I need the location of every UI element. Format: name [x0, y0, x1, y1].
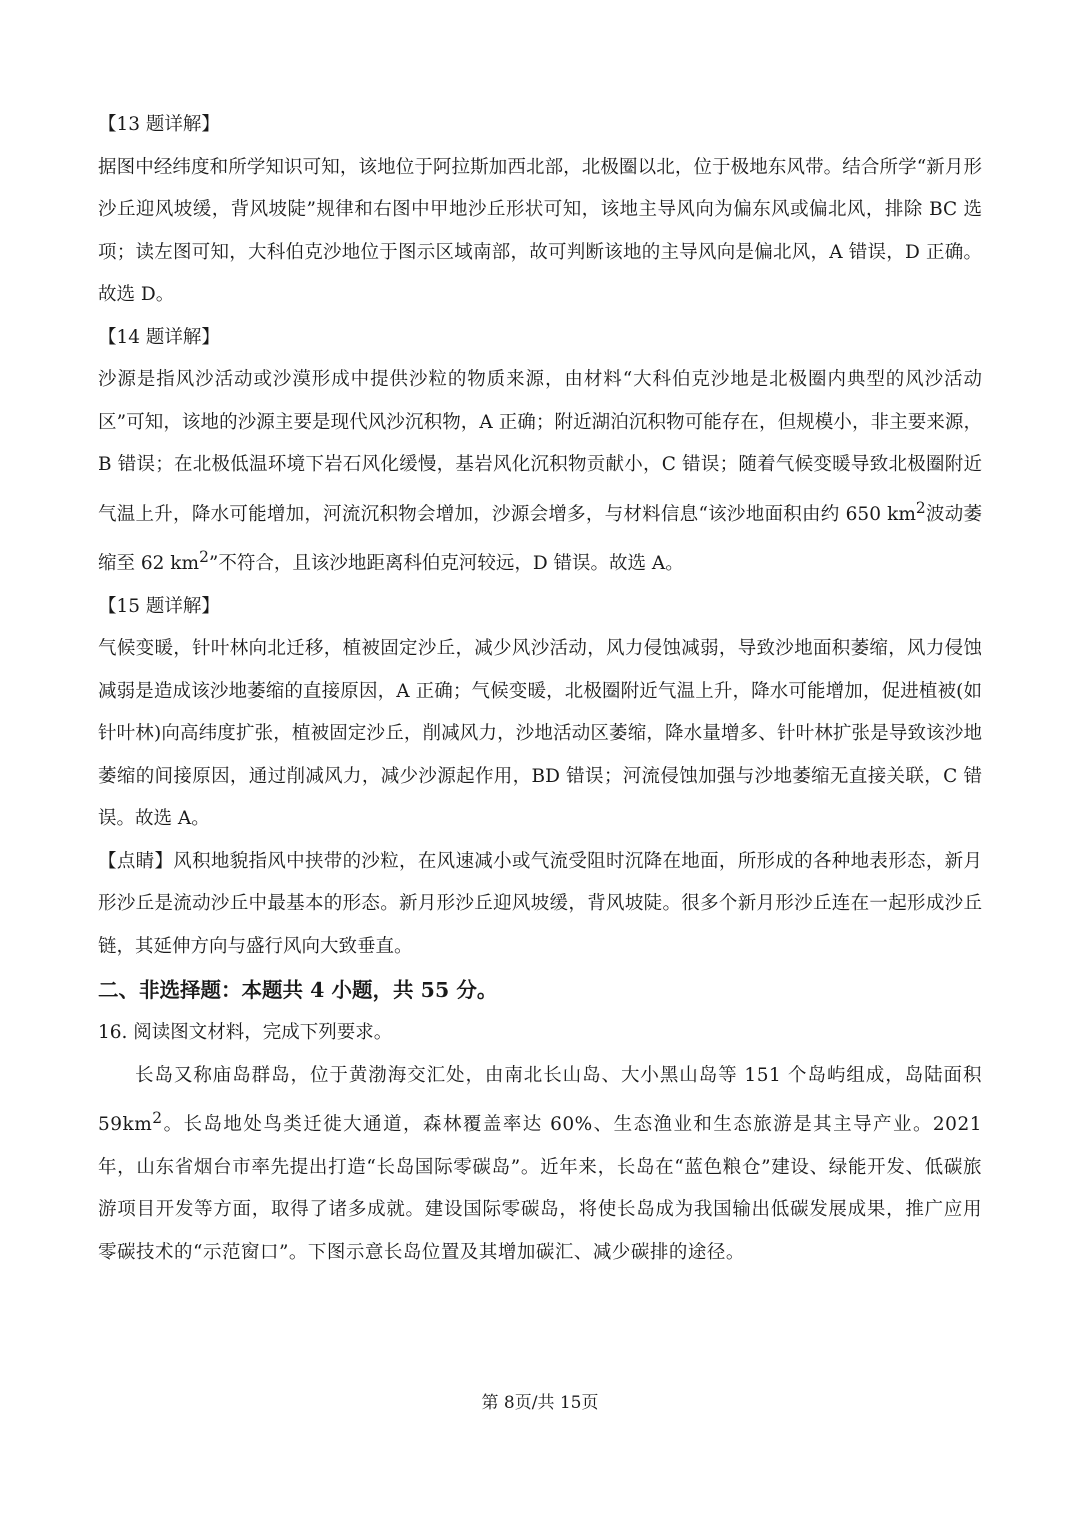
q14-heading: 【14 题详解】 — [98, 326, 220, 348]
tip-paragraph — [98, 841, 982, 969]
section-2-title: 二、非选择题：本题共 4 小题，共 55 分。 — [98, 978, 498, 1003]
q13-heading: 【13 题详解】 — [98, 114, 220, 135]
page-number-footer: 第 8页/共 15页 — [481, 1393, 599, 1413]
q14-explanation — [98, 359, 982, 586]
q16-material-part1: 长岛又称庙岛群岛，位于黄渤海交汇处，由南北长山岛、大小黑山岛等 151 个岛屿组成，岛陆面积 59km — [98, 1064, 982, 1136]
q16-prompt: 16. 阅读图文材料，完成下列要求。 — [98, 1022, 393, 1044]
q14-superscript-2: 2 — [199, 548, 209, 567]
q16-material — [98, 1055, 982, 1275]
q16-superscript: 2 — [152, 1109, 163, 1128]
q15-heading: 【15 题详解】 — [98, 595, 220, 617]
tip-text: 风积地貌指风中挟带的沙粒，在风速减小或气流受阻时沉降在地面，所形成的各种地表形态，新月形沙丘是流动沙丘中最基本的形态。新月形沙丘迎风坡缓，背风坡陡。很多个新月形沙丘连在一起形成沙丘链，其延伸方向与盛行风向大致垂直。 — [98, 850, 982, 957]
q14-superscript-1: 2 — [915, 498, 926, 517]
q14-text-part3: ”不符合，且该沙地距离科伯克河较远，D 错误。故选 A。 — [208, 553, 684, 575]
tip-label: 【点睛】 — [98, 850, 174, 872]
q15-explanation: 气候变暖，针叶林向北迁移，植被固定沙丘，减少风沙活动，风力侵蚀减弱，导致沙地面积萎缩，风力侵蚀减弱是造成该沙地萎缩的直接原因，A 正确；气候变暖，北极圈附近气温上升，降水可能增加，促进植被(如针叶林)向高纬度扩张，植被固定沙丘，削减风力，沙地活动区萎缩，降水量增多、针叶林扩张是导致该沙地萎缩的间接原因，通过削减风力，减少沙源起作用，BD 错误；河流侵蚀加强与沙地萎缩无直接关联，C 错误。故选 A。 — [98, 638, 982, 830]
q13-explanation: 据图中经纬度和所学知识可知，该地位于阿拉斯加西北部，北极圈以北，位于极地东风带。结合所学“新月形沙丘迎风坡缓，背风坡陡”规律和右图中甲地沙丘形状可知，该地主导风向为偏东风或偏北风，排除 BC 选项；读左图可知，大科伯克沙地位于图示区域南部，故可判断该地的主导风向是偏北风，A 错误，D 正确。故选 D。 — [98, 156, 982, 305]
q16-material-part2: 。长岛地处鸟类迁徙大通道，森林覆盖率达 60%、生态渔业和生态旅游是其主导产业。2021 年，山东省烟台市率先提出打造“长岛国际零碳岛”。近年来，长岛在“蓝色粮仓”建设、绿能开发、低碳旅游项目开发等方面，取得了诸多成就。建设国际零碳岛，将使长岛成为我国输出低碳发展成果，推广应用零碳技术的“示范窗口”。下图示意长岛位置及其增加碳汇、减少碳排的途径。 — [98, 1114, 982, 1263]
q14-text-part1: 沙源是指风沙活动或沙漠形成中提供沙粒的物质来源，由材料“大科伯克沙地是北极圈内典型的风沙活动区”可知，该地的沙源主要是现代风沙沉积物，A 正确；附近湖泊沉积物可能存在，但规模小，非主要来源，B 错误；在北极低温环境下岩石风化缓慢，基岩风化沉积物贡献小，C 错误；随着气候变暖导致北极圈附近气温上升，降水可能增加，河流沉积物会增加，沙源会增多，与材料信息“该沙地面积由约 650 km — [98, 369, 982, 525]
q14-text-part2: 波动萎缩至 62 km — [98, 503, 982, 575]
page-content — [98, 104, 982, 1274]
